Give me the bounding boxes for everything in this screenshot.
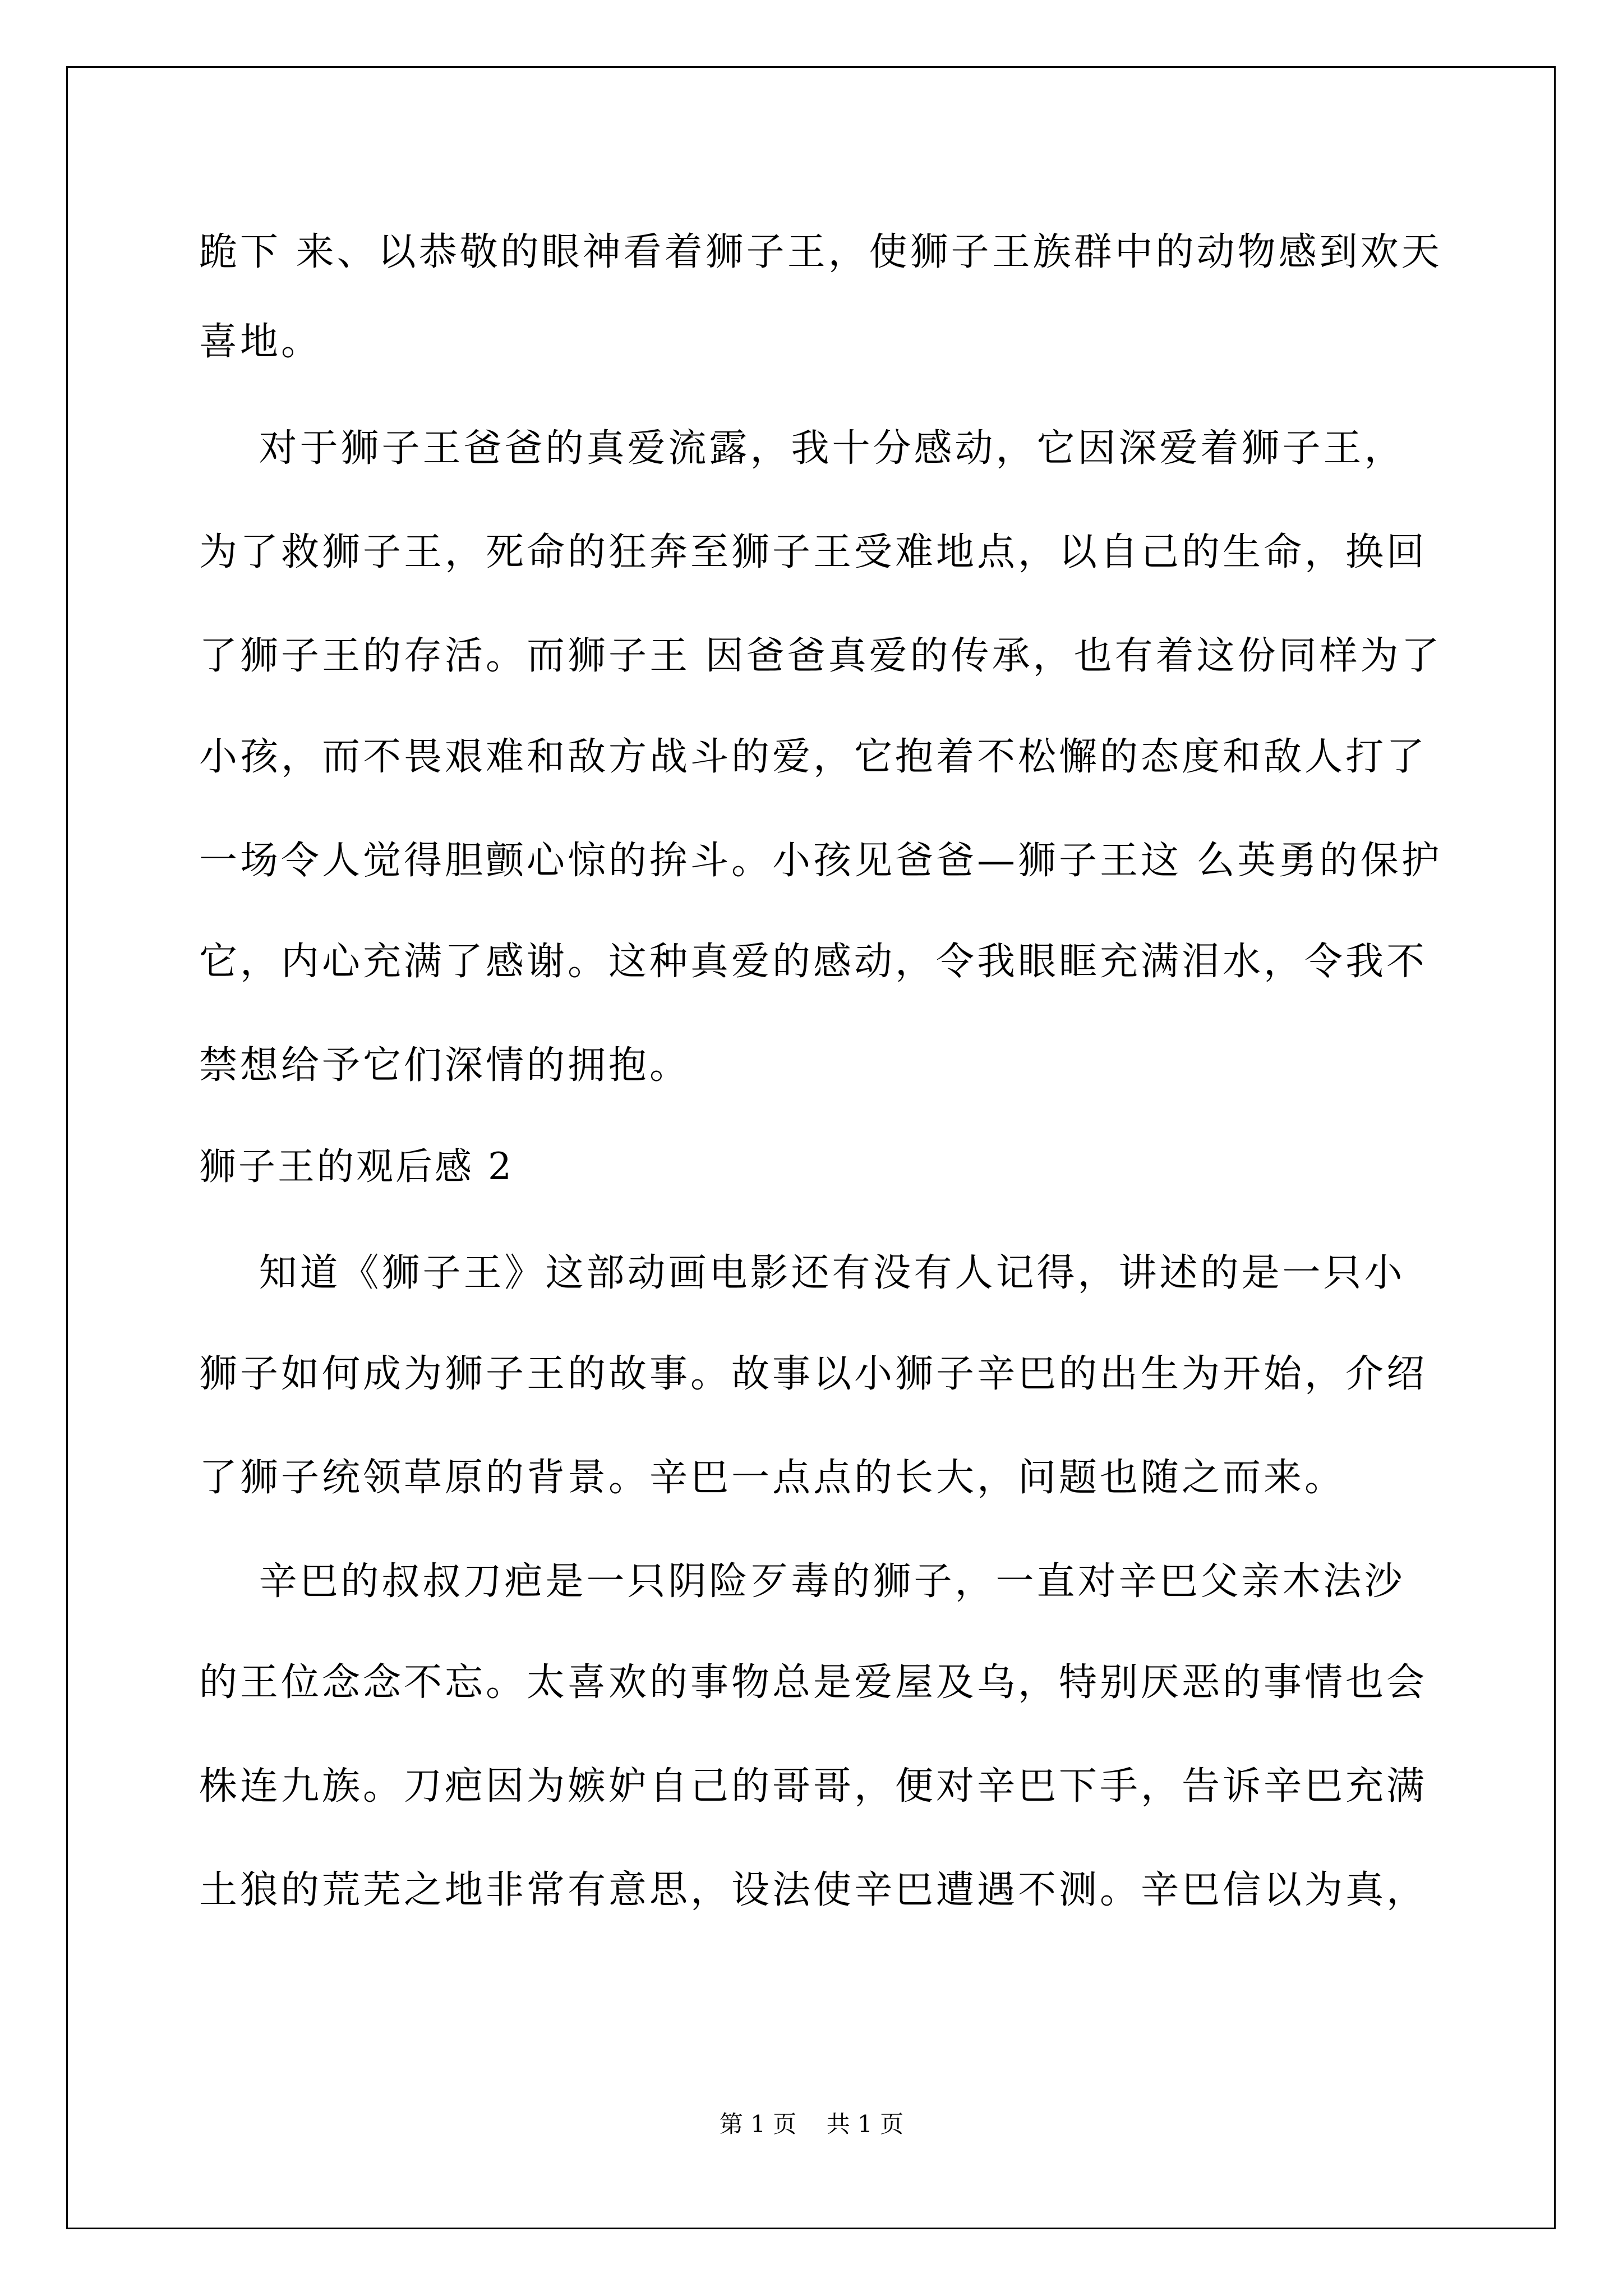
text-line: 禁想给予它们深情的拥抱。 [199,1043,691,1088]
text-line: 狮子如何成为狮子王的故事。故事以小狮子辛巴的出生为开始，介绍 [199,1352,1428,1396]
text-line: 对于狮子王爸爸的真爱流露，我十分感动，它因深爱着狮子王， [199,426,1405,471]
text-line: 的王位念念不忘。太喜欢的事物总是爱屋及乌，特别厌恶的事情也会 [199,1660,1428,1705]
text-line: 一场令人觉得胆颤心惊的拚斗。小孩见爸爸—狮子王这 么英勇的保护 [199,839,1442,883]
text-line: 了狮子王的存活。而狮子王 因爸爸真爱的传承，也有着这份同样为了 [199,634,1442,678]
text-line: 小孩，而不畏艰难和敌方战斗的爱，它抱着不松懈的态度和敌人打了 [199,735,1428,779]
text-line: 辛巴的叔叔刀疤是一只阴险歹毒的狮子，一直对辛巴父亲木法沙 [199,1559,1405,1604]
page-footer: 第 1 页 共 1 页 [719,2110,904,2138]
text-line: 株连九族。刀疤因为嫉妒自己的哥哥，便对辛巴下手，告诉辛巴充满 [199,1764,1428,1809]
text-line: 了狮子统领草原的背景。辛巴一点点的长大，问题也随之而来。 [199,1456,1346,1500]
text-line: 跪下 来、以恭敬的眼神看着狮子王，使狮子王族群中的动物感到欢天 [199,230,1442,274]
text-line: 它，内心充满了感谢。这种真爱的感动，令我眼眶充满泪水，令我不 [199,940,1428,984]
text-line: 知道《狮子王》这部动画电影还有没有人记得，讲述的是一只小 [199,1251,1405,1295]
text-line: 喜地。 [199,320,322,364]
text-line: 为了救狮子王，死命的狂奔至狮子王受难地点，以自己的生命，换回 [199,530,1428,574]
text-line: 土狼的荒芜之地非常有意思，设法使辛巴遭遇不测。辛巴信以为真， [199,1868,1428,1912]
section-heading: 狮子王的观后感 2 [199,1145,514,1188]
